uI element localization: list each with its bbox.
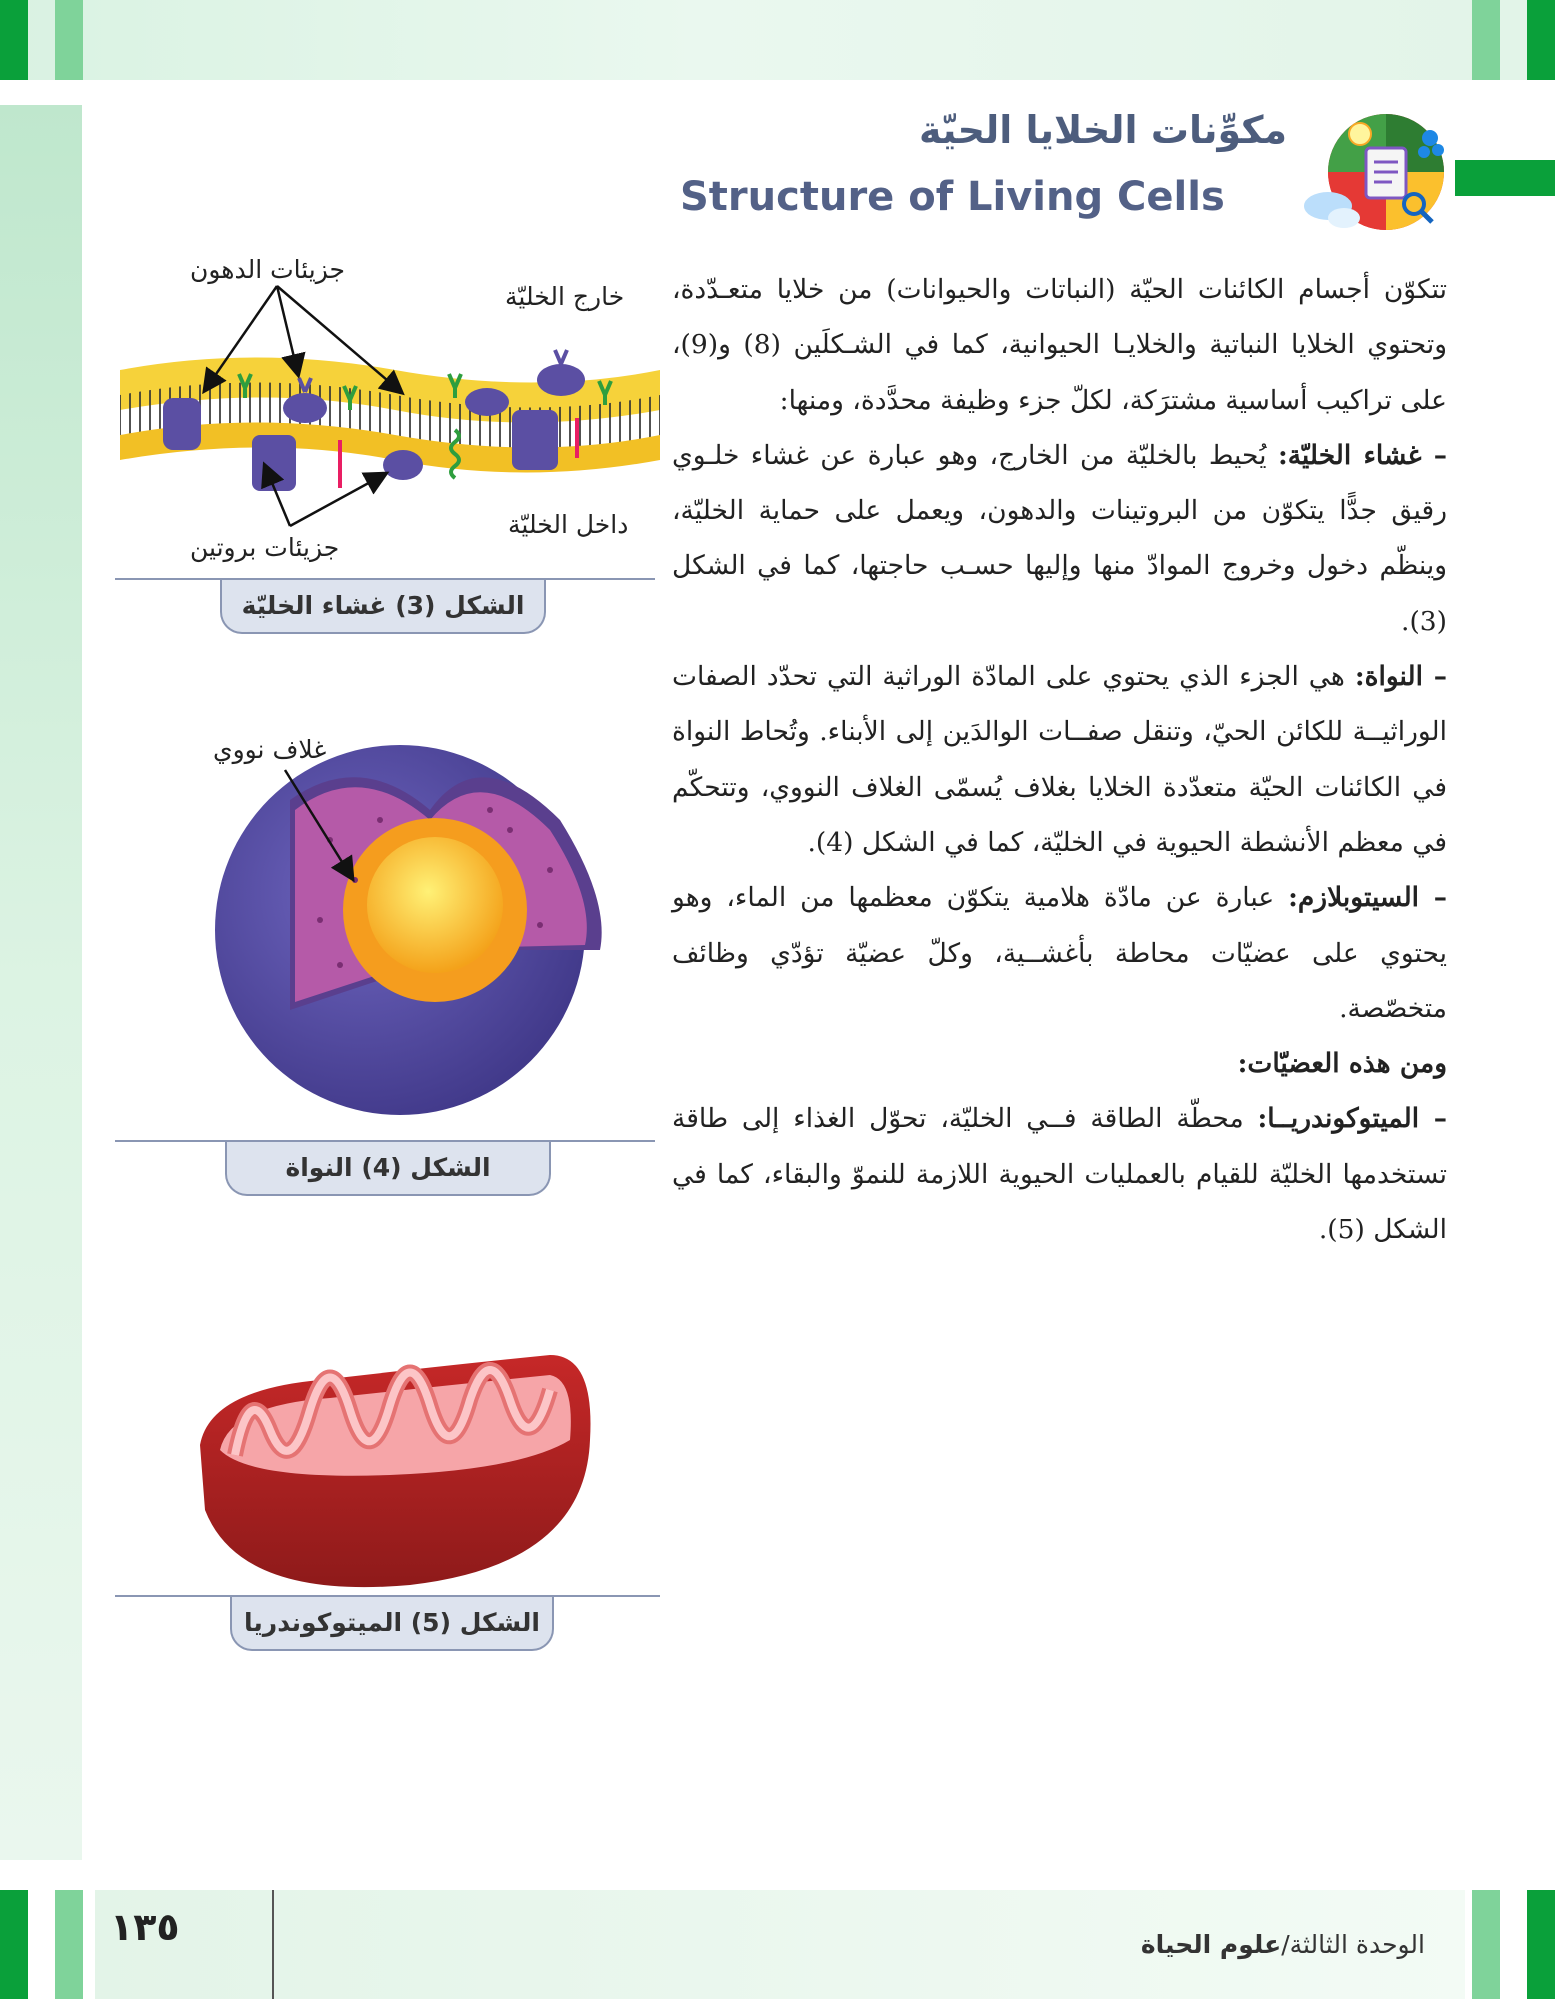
figure3-caption: الشكل (3) غشاء الخليّة — [220, 580, 546, 634]
header-stripe-left-light — [55, 0, 83, 80]
footer-divider — [272, 1890, 274, 1999]
mito-paragraph — [672, 1091, 1447, 1257]
title-accent-bar — [1455, 160, 1555, 196]
mitochondria-figure — [190, 1350, 600, 1600]
mito-text: محطّة الطاقة فــي الخليّة، تحوّل الغذاء إلى طاقة تستخدمها الخليّة للقيام بالعمليات الحيوية اللازمة للنموّ والبقاء، كما في الشكل (5). — [672, 1103, 1447, 1246]
organelles-heading-text: ومن هذه العضيّات: — [1237, 1048, 1447, 1080]
footer-stripe-left — [0, 1890, 28, 1999]
body-text — [672, 262, 1447, 1257]
footer-unit-label: الوحدة الثالثة/ — [1281, 1930, 1425, 1959]
label-outside-cell: خارج الخليّة — [505, 282, 625, 311]
page-title-arabic: مكوِّنات الخلايا الحيّة — [919, 108, 1287, 152]
footer-unit — [1141, 1930, 1425, 1959]
side-panel — [0, 105, 82, 1860]
footer-stripe-left-light — [55, 1890, 83, 1999]
footer-stripe-right-light — [1472, 1890, 1500, 1999]
header-stripe-right — [1527, 0, 1555, 80]
nucleus-figure — [180, 720, 620, 1130]
header-stripe-right-light — [1472, 0, 1500, 80]
nucleus-paragraph — [672, 649, 1447, 870]
cytoplasm-paragraph — [672, 870, 1447, 1036]
figure4-caption: الشكل (4) النواة — [225, 1142, 551, 1196]
nucleus-term: – النواة: — [1354, 661, 1447, 693]
page-title-english: Structure of Living Cells — [680, 174, 1225, 220]
organelles-heading — [672, 1036, 1447, 1091]
membrane-term: – غشاء الخليّة: — [1277, 439, 1447, 471]
header-band — [0, 0, 1555, 80]
footer-subject: علوم الحياة — [1140, 1930, 1282, 1959]
label-inside-cell: داخل الخليّة — [508, 510, 629, 539]
figure5-caption: الشكل (5) الميتوكوندريا — [230, 1597, 554, 1651]
intro-paragraph: تتكوّن أجسام الكائنات الحيّة (النباتات والحيوانات) من خلايا متعـدّدة، وتحتوي الخلايا النباتية والخلايـا الحيوانية، كما في الشـكلَين (8) و(9)، على تراكيب أساسية مشترَكة، لكلّ جزء وظيفة محدَّدة، ومنها: — [672, 274, 1447, 416]
cytoplasm-text: عبارة عن مادّة هلامية يتكوّن معظمها من الماء، وهو يحتوي على عضيّات محاطة بأغشــية، وكلّ عضيّة تؤدّي وظائف متخصّصة. — [672, 882, 1447, 1024]
membrane-paragraph — [672, 428, 1447, 649]
page-number: ١٣٥ — [110, 1905, 180, 1949]
mito-term: – الميتوكوندريــا: — [1257, 1103, 1447, 1135]
label-nuclear-envelope: غلاف نووي — [213, 735, 327, 764]
nucleus-text: هي الجزء الذي يحتوي على المادّة الوراثية التي تحدّد الصفات الوراثيــة للكائن الحيّ، وتنقل صفــات الوالدَين إلى الأبناء. وتُحاط النواة في الكائنات الحيّة متعدّدة الخلايا بغلاف يُسمّى الغلاف النووي، وتتحكّم في معظم الأنشطة الحيوية في الخليّة، كما في الشكل (4). — [672, 661, 1447, 858]
cytoplasm-term: – السيتوبلازم: — [1288, 882, 1447, 914]
header-stripe-left — [0, 0, 28, 80]
label-protein-molecules: جزيئات بروتين — [190, 533, 340, 562]
footer-stripe-right — [1527, 1890, 1555, 1999]
membrane-text: يُحيط بالخليّة من الخارج، وهو عبارة عن غشاء خلـوي رقيق جدًّا يتكوّن من البروتينات والدهون، ويعمل على حماية الخليّة، وينظّم دخول وخروج الموادّ منها وإليها حسـب حاجتها، كما في الشكل (3). — [672, 439, 1447, 637]
science-icon — [1300, 108, 1450, 243]
label-lipid-molecules: جزيئات الدهون — [190, 255, 345, 284]
nucleus-arrow — [270, 760, 380, 890]
